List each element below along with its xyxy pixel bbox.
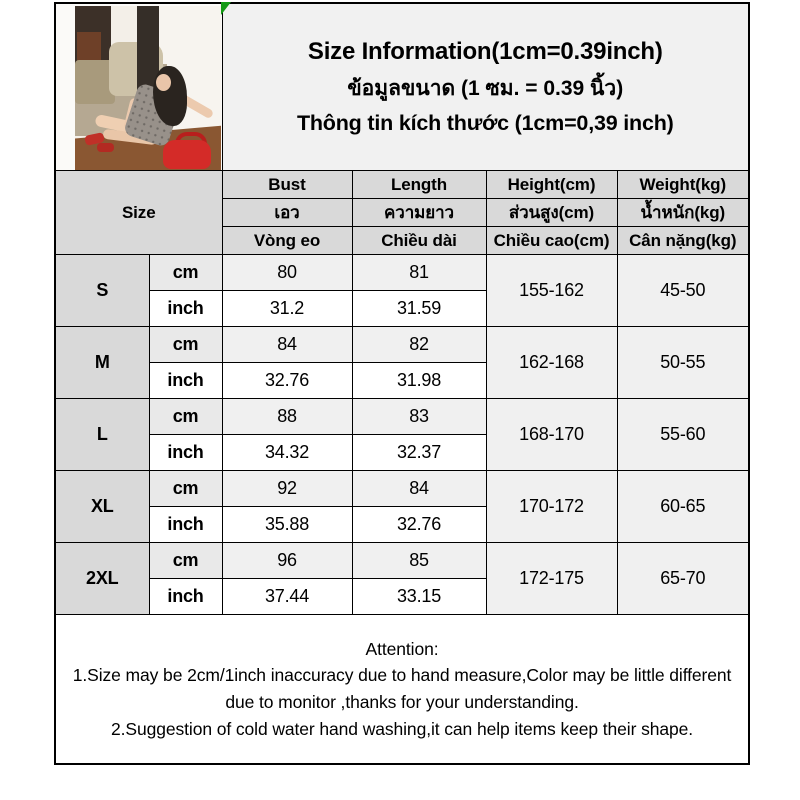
- size-label-m: M: [55, 327, 149, 399]
- unit-inch-label: inch: [149, 363, 222, 399]
- photo-model-face: [156, 74, 171, 91]
- l-bust-cm: 88: [222, 399, 352, 435]
- m-weight: 50-55: [617, 327, 749, 399]
- unit-cm-label: cm: [149, 471, 222, 507]
- s-length-inch: 31.59: [352, 291, 486, 327]
- size-label-s: S: [55, 255, 149, 327]
- xl-bust-inch: 35.88: [222, 507, 352, 543]
- unit-inch-label: inch: [149, 579, 222, 615]
- top-row: [55, 3, 749, 171]
- row-m-cm: [55, 327, 749, 363]
- size-column-header: Size: [55, 171, 222, 255]
- size-label-2xl: 2XL: [55, 543, 149, 615]
- col-header-length-vi: Chiều dài: [352, 227, 486, 255]
- unit-inch-label: inch: [149, 507, 222, 543]
- col-header-bust-th: เอว: [222, 199, 352, 227]
- unit-inch-label: inch: [149, 435, 222, 471]
- photo-red-bag: [163, 140, 211, 169]
- s-height: 155-162: [486, 255, 617, 327]
- xl-length-cm: 84: [352, 471, 486, 507]
- model-photo: [75, 6, 221, 170]
- model-photo-cell: [55, 3, 222, 171]
- col-header-bust-vi: Vòng eo: [222, 227, 352, 255]
- header-row-english: [55, 171, 749, 199]
- 2xl-bust-inch: 37.44: [222, 579, 352, 615]
- attention-heading: Attention:: [365, 638, 439, 659]
- row-l-cm: [55, 399, 749, 435]
- l-bust-inch: 34.32: [222, 435, 352, 471]
- row-2xl-cm: [55, 543, 749, 579]
- col-header-weight-th: น้ำหนัก(kg): [617, 199, 749, 227]
- unit-cm-label: cm: [149, 543, 222, 579]
- attention-row: [55, 615, 749, 765]
- 2xl-length-cm: 85: [352, 543, 486, 579]
- xl-height: 170-172: [486, 471, 617, 543]
- green-corner-mark: [221, 2, 231, 15]
- m-bust-inch: 32.76: [222, 363, 352, 399]
- title-cell: [222, 3, 749, 171]
- col-header-bust-en: Bust: [222, 171, 352, 199]
- unit-cm-label: cm: [149, 327, 222, 363]
- size-label-xl: XL: [55, 471, 149, 543]
- col-header-height-en: Height(cm): [486, 171, 617, 199]
- title-english: Size Information(1cm=0.39inch): [307, 38, 663, 65]
- s-weight: 45-50: [617, 255, 749, 327]
- photo-model-hair: [153, 66, 187, 126]
- row-s-cm: [55, 255, 749, 291]
- attention-note-1: 1.Size may be 2cm/1inch inaccuracy due to hand measure,Color may be little different due to monitor ,thanks for your understanding.: [72, 665, 732, 712]
- attention-box: [55, 615, 749, 765]
- size-table: [54, 2, 750, 765]
- col-header-weight-en: Weight(kg): [617, 171, 749, 199]
- m-length-cm: 82: [352, 327, 486, 363]
- m-length-inch: 31.98: [352, 363, 486, 399]
- unit-cm-label: cm: [149, 399, 222, 435]
- title-thai: ข้อมูลขนาด (1 ซม. = 0.39 นิ้ว): [347, 77, 624, 100]
- title-vietnamese: Thông tin kích thước (1cm=0,39 inch): [296, 111, 674, 135]
- row-xl-cm: [55, 471, 749, 507]
- l-weight: 55-60: [617, 399, 749, 471]
- col-header-height-th: ส่วนสูง(cm): [486, 199, 617, 227]
- s-bust-cm: 80: [222, 255, 352, 291]
- xl-bust-cm: 92: [222, 471, 352, 507]
- col-header-height-vi: Chiều cao(cm): [486, 227, 617, 255]
- photo-red-shoe: [97, 143, 114, 152]
- col-header-length-en: Length: [352, 171, 486, 199]
- unit-inch-label: inch: [149, 291, 222, 327]
- 2xl-height: 172-175: [486, 543, 617, 615]
- l-length-inch: 32.37: [352, 435, 486, 471]
- unit-cm-label: cm: [149, 255, 222, 291]
- col-header-length-th: ความยาว: [352, 199, 486, 227]
- s-length-cm: 81: [352, 255, 486, 291]
- l-height: 168-170: [486, 399, 617, 471]
- 2xl-length-inch: 33.15: [352, 579, 486, 615]
- m-height: 162-168: [486, 327, 617, 399]
- s-bust-inch: 31.2: [222, 291, 352, 327]
- xl-length-inch: 32.76: [352, 507, 486, 543]
- 2xl-bust-cm: 96: [222, 543, 352, 579]
- size-label-l: L: [55, 399, 149, 471]
- m-bust-cm: 84: [222, 327, 352, 363]
- col-header-weight-vi: Cân nặng(kg): [617, 227, 749, 255]
- attention-note-2: 2.Suggestion of cold water hand washing,it can help items keep their shape.: [111, 718, 694, 739]
- l-length-cm: 83: [352, 399, 486, 435]
- xl-weight: 60-65: [617, 471, 749, 543]
- 2xl-weight: 65-70: [617, 543, 749, 615]
